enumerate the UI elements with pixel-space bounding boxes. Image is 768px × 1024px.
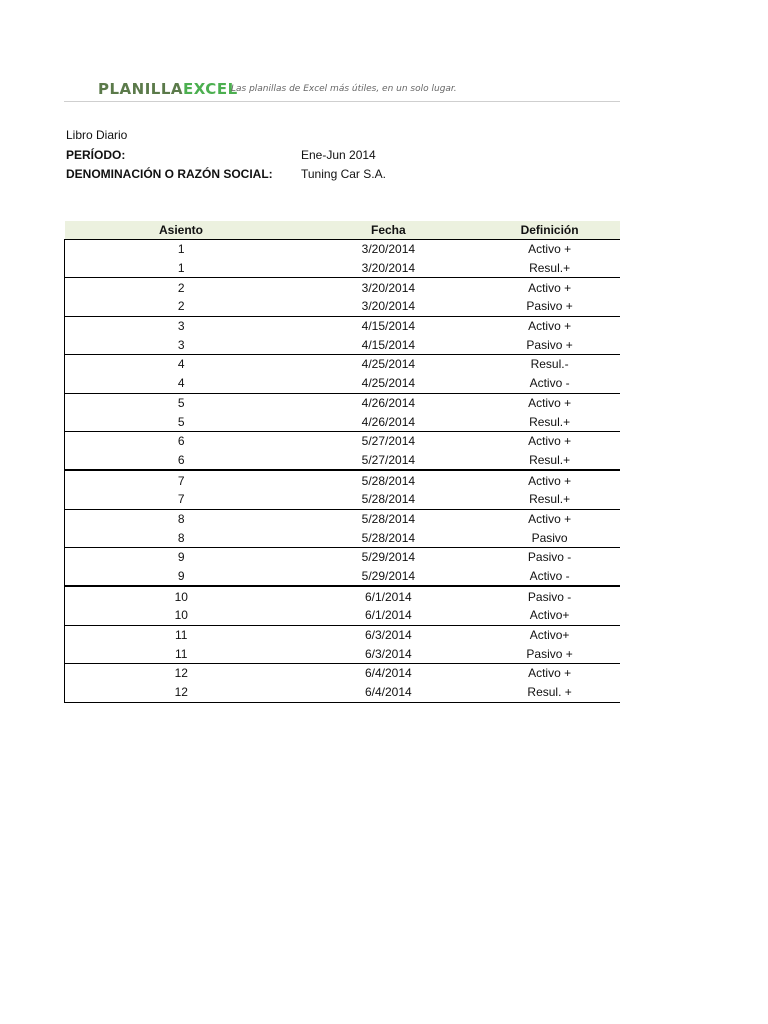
table-row xyxy=(65,528,621,547)
cell-asiento: 6 xyxy=(65,431,298,450)
cell-definicion: Activo+ xyxy=(479,625,620,644)
cell-fecha: 3/20/2014 xyxy=(298,278,480,297)
cell-definicion: Activo+ xyxy=(529,608,570,623)
cell-asiento: 8 xyxy=(65,528,298,547)
brand-part1: PLANILLA xyxy=(98,80,184,98)
table-row xyxy=(65,393,621,412)
cell-definicion: Pasivo + xyxy=(526,299,573,314)
cell-definicion: Resul.+ xyxy=(529,492,571,507)
cell-asiento: 12 xyxy=(65,683,298,702)
table-row xyxy=(65,278,621,297)
cell-fecha: 5/27/2014 xyxy=(361,452,416,467)
brand-part2: EXCEL xyxy=(183,80,238,98)
table-row xyxy=(65,335,621,354)
cell-definicion: Pasivo + xyxy=(526,646,573,661)
cell-fecha: 4/15/2014 xyxy=(298,316,480,335)
cell-definicion: Activo + xyxy=(479,278,620,297)
cell-definicion: Pasivo - xyxy=(479,586,620,606)
cell-definicion: Resul. + xyxy=(479,683,620,702)
cell-fecha: 4/15/2014 xyxy=(361,337,416,352)
cell-asiento: 1 xyxy=(65,240,298,259)
cell-fecha: 4/25/2014 xyxy=(361,376,416,391)
cell-asiento: 6 xyxy=(65,451,298,471)
cell-definicion: Resul.+ xyxy=(529,452,571,467)
cell-asiento: 2 xyxy=(65,278,298,297)
table-row xyxy=(65,586,621,606)
cell-fecha: 4/26/2014 xyxy=(361,414,416,429)
cell-definicion: Activo + xyxy=(479,393,620,412)
cell-definicion: Resul.- xyxy=(479,355,620,374)
cell-definicion: Activo + xyxy=(479,664,620,683)
table-row xyxy=(65,259,621,278)
cell-asiento: 10 xyxy=(65,586,298,606)
table-row xyxy=(65,509,621,528)
table-row xyxy=(65,297,621,316)
cell-asiento: 7 xyxy=(65,470,298,490)
cell-asiento: 5 xyxy=(65,412,298,431)
cell-fecha: 6/4/2014 xyxy=(298,683,480,702)
cell-definicion: Activo + xyxy=(479,431,620,450)
period-value: Ene-Jun 2014 xyxy=(301,148,376,162)
document-title: Libro Diario xyxy=(66,128,128,142)
cell-asiento: 12 xyxy=(65,664,298,683)
cell-fecha: 6/1/2014 xyxy=(298,586,480,606)
cell-fecha: 6/1/2014 xyxy=(364,608,412,623)
header-asiento: Asiento xyxy=(65,221,298,240)
cell-fecha: 5/28/2014 xyxy=(361,530,416,545)
cell-definicion: Activo - xyxy=(529,569,570,584)
cell-asiento: 11 xyxy=(65,644,298,663)
cell-definicion: Activo + xyxy=(479,316,620,335)
table-row xyxy=(65,240,621,259)
header-fecha: Fecha xyxy=(298,221,480,240)
table-row xyxy=(65,490,621,509)
cell-fecha: 4/26/2014 xyxy=(298,393,480,412)
cell-asiento: 4 xyxy=(65,355,298,374)
cell-fecha: 6/4/2014 xyxy=(298,664,480,683)
cell-fecha: 5/28/2014 xyxy=(361,492,416,507)
cell-fecha: 3/20/2014 xyxy=(298,240,480,259)
cell-asiento: 5 xyxy=(65,393,298,412)
cell-asiento: 2 xyxy=(65,297,298,316)
cell-definicion: Pasivo + xyxy=(526,337,573,352)
cell-definicion: Resul.+ xyxy=(529,261,571,276)
cell-asiento: 1 xyxy=(65,259,298,278)
cell-asiento: 9 xyxy=(65,548,298,567)
table-row xyxy=(65,355,621,374)
table-row xyxy=(65,470,621,490)
cell-definicion: Pasivo - xyxy=(479,548,620,567)
cell-definicion: Pasivo xyxy=(531,530,568,545)
journal-table xyxy=(64,221,620,703)
period-label: PERÍODO: xyxy=(66,148,126,162)
cell-fecha: 5/29/2014 xyxy=(298,548,480,567)
table-row xyxy=(65,431,621,450)
cell-fecha: 5/27/2014 xyxy=(298,431,480,450)
cell-fecha: 6/3/2014 xyxy=(364,646,412,661)
cell-fecha: 6/3/2014 xyxy=(298,625,480,644)
cell-fecha: 5/28/2014 xyxy=(298,509,480,528)
cell-asiento: 3 xyxy=(65,316,298,335)
header-definicion: Definición xyxy=(479,221,620,240)
cell-fecha: 5/29/2014 xyxy=(361,569,416,584)
table-row xyxy=(65,606,621,625)
cell-definicion: Resul.+ xyxy=(529,414,571,429)
cell-asiento: 3 xyxy=(65,335,298,354)
table-body xyxy=(65,240,621,703)
cell-definicion: Activo + xyxy=(479,509,620,528)
table-row xyxy=(65,644,621,663)
table-row xyxy=(65,664,621,683)
cell-fecha: 3/20/2014 xyxy=(361,299,416,314)
cell-definicion: Activo + xyxy=(479,470,620,490)
cell-asiento: 7 xyxy=(65,490,298,509)
cell-asiento: 4 xyxy=(65,374,298,393)
table-row xyxy=(65,548,621,567)
table-row xyxy=(65,374,621,393)
table-row xyxy=(65,625,621,644)
cell-definicion: Activo + xyxy=(479,240,620,259)
cell-fecha: 5/28/2014 xyxy=(298,470,480,490)
header-divider xyxy=(64,101,620,102)
table-row xyxy=(65,451,621,471)
table-row xyxy=(65,316,621,335)
cell-asiento: 8 xyxy=(65,509,298,528)
cell-definicion: Activo - xyxy=(529,376,570,391)
cell-fecha: 4/25/2014 xyxy=(298,355,480,374)
brand-logo xyxy=(98,80,238,98)
company-value: Tuning Car S.A. xyxy=(301,167,386,181)
cell-asiento: 9 xyxy=(65,567,298,587)
cell-fecha: 3/20/2014 xyxy=(361,261,416,276)
cell-asiento: 10 xyxy=(65,606,298,625)
table-row xyxy=(65,683,621,702)
table-row xyxy=(65,567,621,587)
table-header-row xyxy=(65,221,621,240)
table-row xyxy=(65,412,621,431)
brand-tagline: Las planillas de Excel más útiles, en un solo lugar. xyxy=(231,84,457,94)
cell-asiento: 11 xyxy=(65,625,298,644)
company-label: DENOMINACIÓN O RAZÓN SOCIAL: xyxy=(66,167,273,181)
